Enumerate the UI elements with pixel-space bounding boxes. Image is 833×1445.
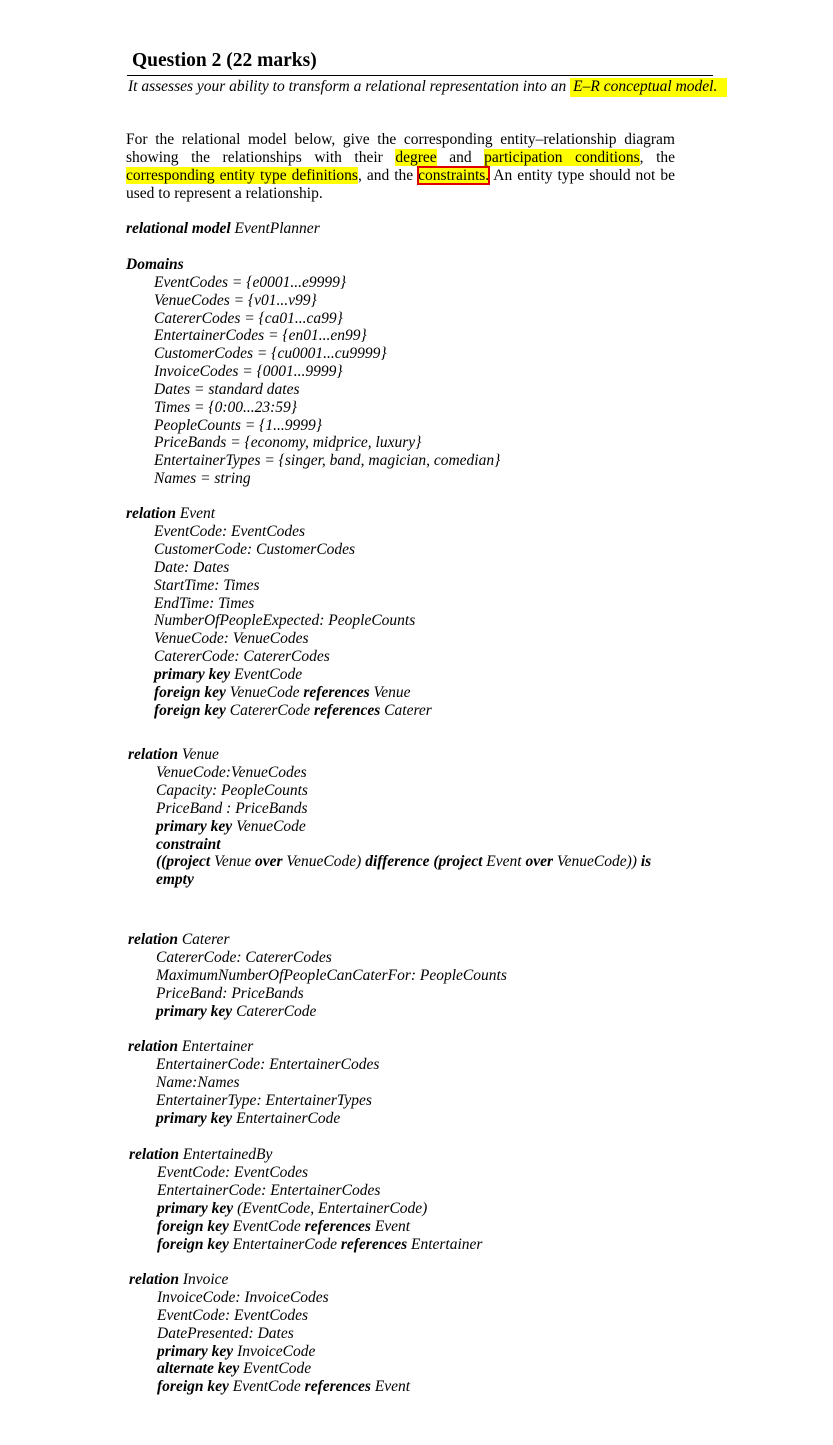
intro-line-1: For the relational model below, give the corresponding entity–relationship diagram (126, 131, 675, 148)
highlight-degree: degree (395, 149, 437, 166)
venue-primary-key: primary key VenueCode (156, 818, 306, 835)
entertainedby-attr: EntertainerCode: EntertainerCodes (157, 1182, 381, 1199)
caterer-attr: MaximumNumberOfPeopleCanCaterFor: PeopleCounts (156, 967, 507, 984)
relation-entertainer-heading: relation Entertainer (128, 1038, 254, 1055)
entertainer-attr: EntertainerCode: EntertainerCodes (156, 1056, 380, 1073)
relation-entertainedby-heading: relation EntertainedBy (129, 1146, 273, 1163)
relation-invoice-heading: relation Invoice (129, 1271, 229, 1288)
intro-line-2: showing the relationships with their degree and participation conditions, the (126, 149, 675, 166)
question-title: Question 2 (22 marks) (132, 50, 317, 71)
event-attr: NumberOfPeopleExpected: PeopleCounts (154, 612, 416, 629)
venue-attr: PriceBand : PriceBands (156, 800, 308, 817)
boxed-constraints: constraints. (418, 167, 490, 184)
event-foreign-key: foreign key CatererCode references Caterer (154, 702, 432, 719)
domain-item: VenueCodes = {v01...v99} (154, 292, 317, 309)
venue-attr: Capacity: PeopleCounts (156, 782, 308, 799)
event-attr: VenueCode: VenueCodes (154, 630, 309, 647)
entertainedby-attr: EventCode: EventCodes (157, 1164, 309, 1181)
relation-caterer-heading: relation Caterer (128, 931, 230, 948)
entertainer-attr: EntertainerType: EntertainerTypes (156, 1092, 372, 1109)
invoice-attr: DatePresented: Dates (157, 1325, 294, 1342)
invoice-foreign-key: foreign key EventCode references Event (157, 1378, 411, 1395)
domain-item: EntertainerTypes = {singer, band, magician, comedian} (154, 452, 501, 469)
entertainer-attr: Name:Names (156, 1074, 240, 1091)
entertainer-primary-key: primary key EntertainerCode (156, 1110, 341, 1127)
venue-constraint-expression: ((project Venue over VenueCode) difference (project Event over VenueCode)) is (156, 853, 652, 870)
intro-line-4: used to represent a relationship. (126, 185, 323, 202)
question-subtitle: It assesses your ability to transform a relational representation into an E–R conceptual model. (128, 78, 727, 96)
caterer-primary-key: primary key CatererCode (156, 1003, 317, 1020)
intro-line-3: corresponding entity type definitions, and the constraints. An entity type should not be (126, 167, 675, 184)
domain-item: PriceBands = {economy, midprice, luxury} (154, 434, 422, 451)
entertainedby-foreign-key: foreign key EntertainerCode references Entertainer (157, 1236, 483, 1253)
subtitle-highlight: E–R conceptual model. (570, 78, 727, 97)
event-attr: CustomerCode: CustomerCodes (154, 541, 356, 558)
domain-item: Dates = standard dates (154, 381, 300, 398)
domain-item: InvoiceCodes = {0001...9999} (154, 363, 343, 380)
entertainedby-primary-key: primary key (EventCode, EntertainerCode) (157, 1200, 428, 1217)
invoice-attr: InvoiceCode: InvoiceCodes (157, 1289, 329, 1306)
domain-item: Names = string (154, 470, 251, 487)
relation-event-heading: relation Event (126, 505, 216, 522)
domain-item: CustomerCodes = {cu0001...cu9999} (154, 345, 387, 362)
event-attr: EventCode: EventCodes (154, 523, 306, 540)
domain-item: Times = {0:00...23:59} (154, 399, 297, 416)
highlight-participation: participation conditions (484, 149, 640, 166)
invoice-alternate-key: alternate key EventCode (157, 1360, 312, 1377)
venue-constraint-heading: constraint (156, 836, 221, 853)
caterer-attr: PriceBand: PriceBands (156, 985, 304, 1002)
entertainedby-foreign-key: foreign key EventCode references Event (157, 1218, 411, 1235)
venue-constraint-expression-end: empty (156, 871, 194, 888)
invoice-primary-key: primary key InvoiceCode (157, 1343, 316, 1360)
domain-item: PeopleCounts = {1...9999} (154, 417, 322, 434)
event-attr: StartTime: Times (154, 577, 260, 594)
venue-attr: VenueCode:VenueCodes (156, 764, 307, 781)
caterer-attr: CatererCode: CatererCodes (156, 949, 332, 966)
event-primary-key: primary key EventCode (154, 666, 303, 683)
event-attr: CatererCode: CatererCodes (154, 648, 330, 665)
domain-item: EntertainerCodes = {en01...en99} (154, 327, 367, 344)
event-attr: EndTime: Times (154, 595, 255, 612)
highlight-entity-defs: corresponding entity type definitions (126, 167, 358, 184)
model-heading: relational model EventPlanner (126, 220, 320, 237)
domains-heading: Domains (126, 256, 184, 273)
invoice-attr: EventCode: EventCodes (157, 1307, 309, 1324)
domain-item: CatererCodes = {ca01...ca99} (154, 310, 343, 327)
domain-item: EventCodes = {e0001...e9999} (154, 274, 347, 291)
event-foreign-key: foreign key VenueCode references Venue (154, 684, 411, 701)
relation-venue-heading: relation Venue (128, 746, 219, 763)
event-attr: Date: Dates (154, 559, 230, 576)
title-underline (127, 75, 713, 76)
